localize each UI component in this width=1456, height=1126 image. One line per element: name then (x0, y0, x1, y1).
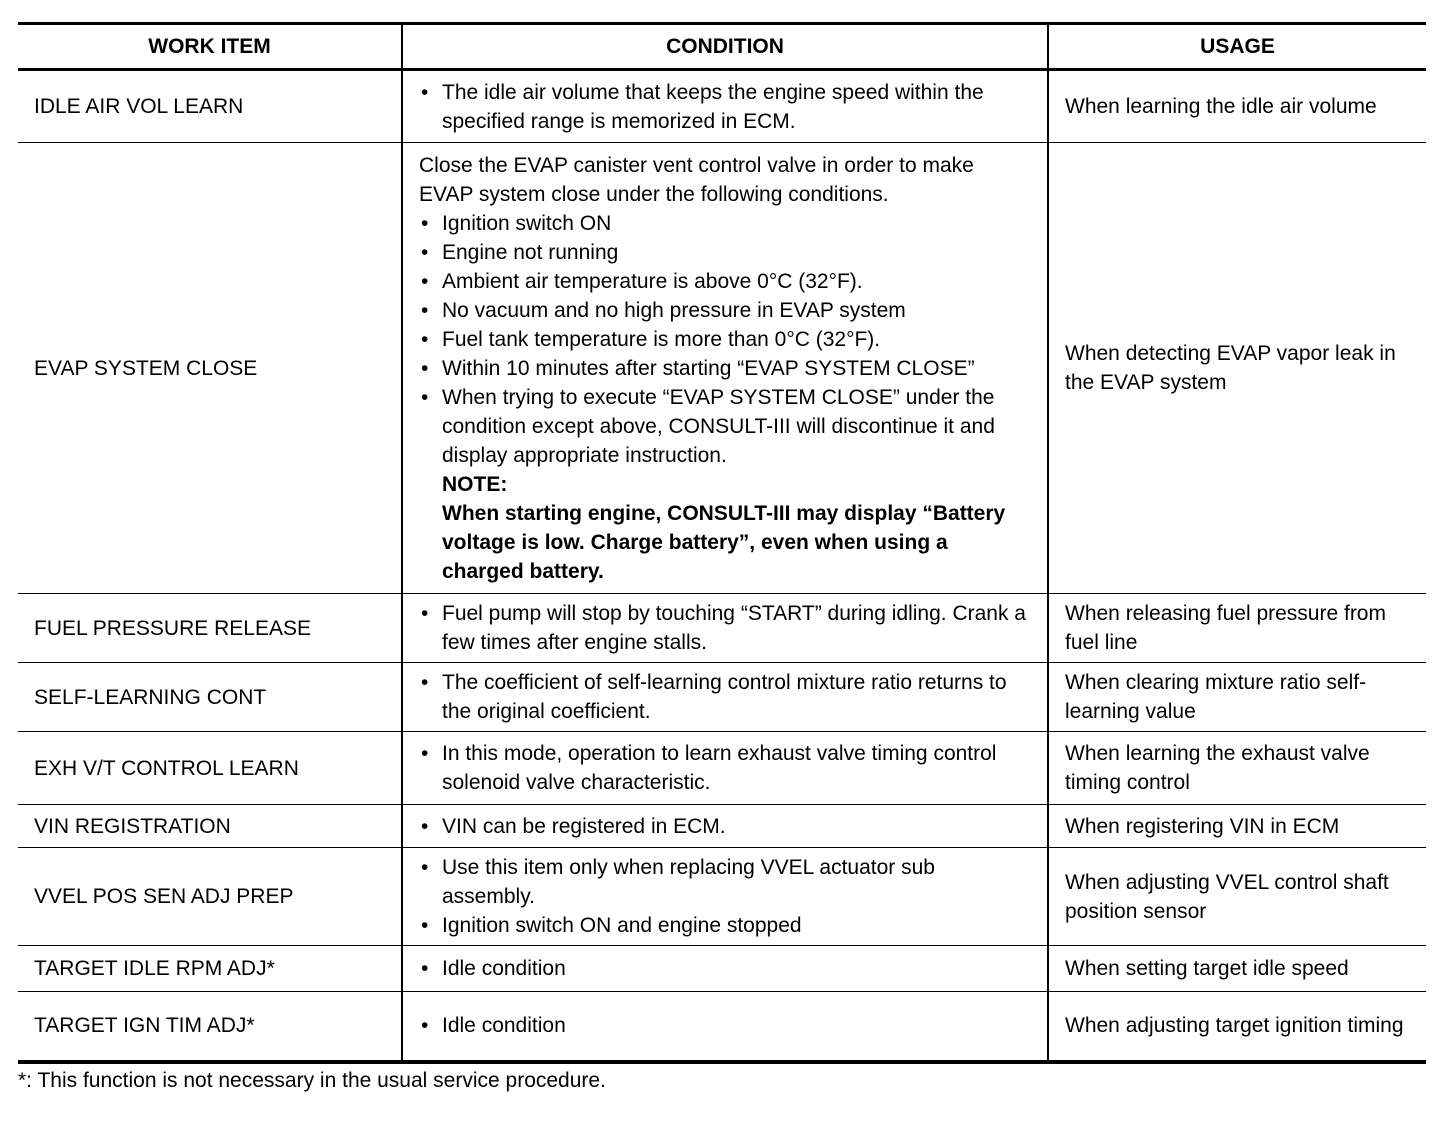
condition-list (419, 209, 1033, 470)
condition-bullet: • Engine not running (419, 238, 1033, 267)
condition-bullet: • When trying to execute “EVAP SYSTEM CLOSE” under the condition except above, CONSULT-III will discontinue it and display appropriate instruction. (419, 383, 1033, 470)
table-row (18, 594, 1426, 663)
usage-cell: When releasing fuel pressure from fuel line (1048, 594, 1426, 663)
table-row (18, 805, 1426, 848)
condition-bullet: • No vacuum and no high pressure in EVAP system (419, 296, 1033, 325)
condition-cell (402, 805, 1048, 848)
condition-bullet: • Idle condition (419, 954, 1033, 983)
condition-cell (402, 848, 1048, 946)
header-usage: USAGE (1048, 24, 1426, 70)
usage-cell: When learning the idle air volume (1048, 70, 1426, 143)
usage-cell: When detecting EVAP vapor leak in the EVAP system (1048, 143, 1426, 594)
work-item-cell: TARGET IGN TIM ADJ* (18, 992, 402, 1062)
condition-list (419, 78, 1033, 136)
condition-list (419, 1011, 1033, 1040)
header-work-item: WORK ITEM (18, 24, 402, 70)
condition-bullet: • Idle condition (419, 1011, 1033, 1040)
work-support-table (18, 22, 1426, 1064)
table-row (18, 848, 1426, 946)
condition-cell (402, 70, 1048, 143)
condition-bullet: • The coefficient of self-learning control mixture ratio returns to the original coefficient. (419, 668, 1033, 726)
condition-list (419, 812, 1033, 841)
usage-cell: When clearing mixture ratio self-learning value (1048, 663, 1426, 732)
table-row (18, 732, 1426, 805)
table-row (18, 143, 1426, 594)
condition-bullet: • Ignition switch ON (419, 209, 1033, 238)
condition-intro: Close the EVAP canister vent control valve in order to make EVAP system close under the following conditions. (419, 153, 974, 206)
condition-list (419, 599, 1033, 657)
condition-bullet: • Fuel tank temperature is more than 0°C (32°F). (419, 325, 1033, 354)
condition-cell (402, 143, 1048, 594)
condition-cell (402, 732, 1048, 805)
table-row (18, 992, 1426, 1062)
header-row (18, 24, 1426, 70)
footnote: *: This function is not necessary in the usual service procedure. (18, 1069, 606, 1092)
condition-bullet: • In this mode, operation to learn exhaust valve timing control solenoid valve characteristic. (419, 739, 1033, 797)
condition-list (419, 954, 1033, 983)
condition-cell (402, 663, 1048, 732)
condition-cell (402, 594, 1048, 663)
condition-bullet: • Ignition switch ON and engine stopped (419, 911, 1033, 940)
header-condition: CONDITION (402, 24, 1048, 70)
note-text: When starting engine, CONSULT-III may display “Battery voltage is low. Charge battery”, even when using a charged battery. (442, 501, 1006, 583)
condition-cell (402, 992, 1048, 1062)
work-item-cell: SELF-LEARNING CONT (18, 663, 402, 732)
table-row (18, 663, 1426, 732)
usage-cell: When registering VIN in ECM (1048, 805, 1426, 848)
work-item-cell: EXH V/T CONTROL LEARN (18, 732, 402, 805)
table-row (18, 70, 1426, 143)
condition-bullet: • The idle air volume that keeps the engine speed within the specified range is memorized in ECM. (419, 78, 1033, 136)
condition-bullet: • Fuel pump will stop by touching “START” during idling. Crank a few times after engine stalls. (419, 599, 1033, 657)
condition-bullet: • VIN can be registered in ECM. (419, 812, 1033, 841)
usage-cell: When adjusting target ignition timing (1048, 992, 1426, 1062)
note-label: NOTE: (442, 472, 508, 496)
condition-cell (402, 946, 1048, 992)
work-item-cell: FUEL PRESSURE RELEASE (18, 594, 402, 663)
condition-list (419, 739, 1033, 797)
table-row (18, 946, 1426, 992)
condition-bullet: • Ambient air temperature is above 0°C (32°F). (419, 267, 1033, 296)
work-item-cell: VVEL POS SEN ADJ PREP (18, 848, 402, 946)
work-item-cell: EVAP SYSTEM CLOSE (18, 143, 402, 594)
condition-list (419, 853, 1033, 940)
condition-bullet: • Within 10 minutes after starting “EVAP SYSTEM CLOSE” (419, 354, 1033, 383)
condition-list (419, 668, 1033, 726)
work-item-cell: IDLE AIR VOL LEARN (18, 70, 402, 143)
usage-cell: When adjusting VVEL control shaft position sensor (1048, 848, 1426, 946)
work-item-cell: TARGET IDLE RPM ADJ* (18, 946, 402, 992)
usage-cell: When setting target idle speed (1048, 946, 1426, 992)
usage-cell: When learning the exhaust valve timing control (1048, 732, 1426, 805)
work-item-cell: VIN REGISTRATION (18, 805, 402, 848)
condition-bullet: • Use this item only when replacing VVEL actuator sub assembly. (419, 853, 1033, 911)
